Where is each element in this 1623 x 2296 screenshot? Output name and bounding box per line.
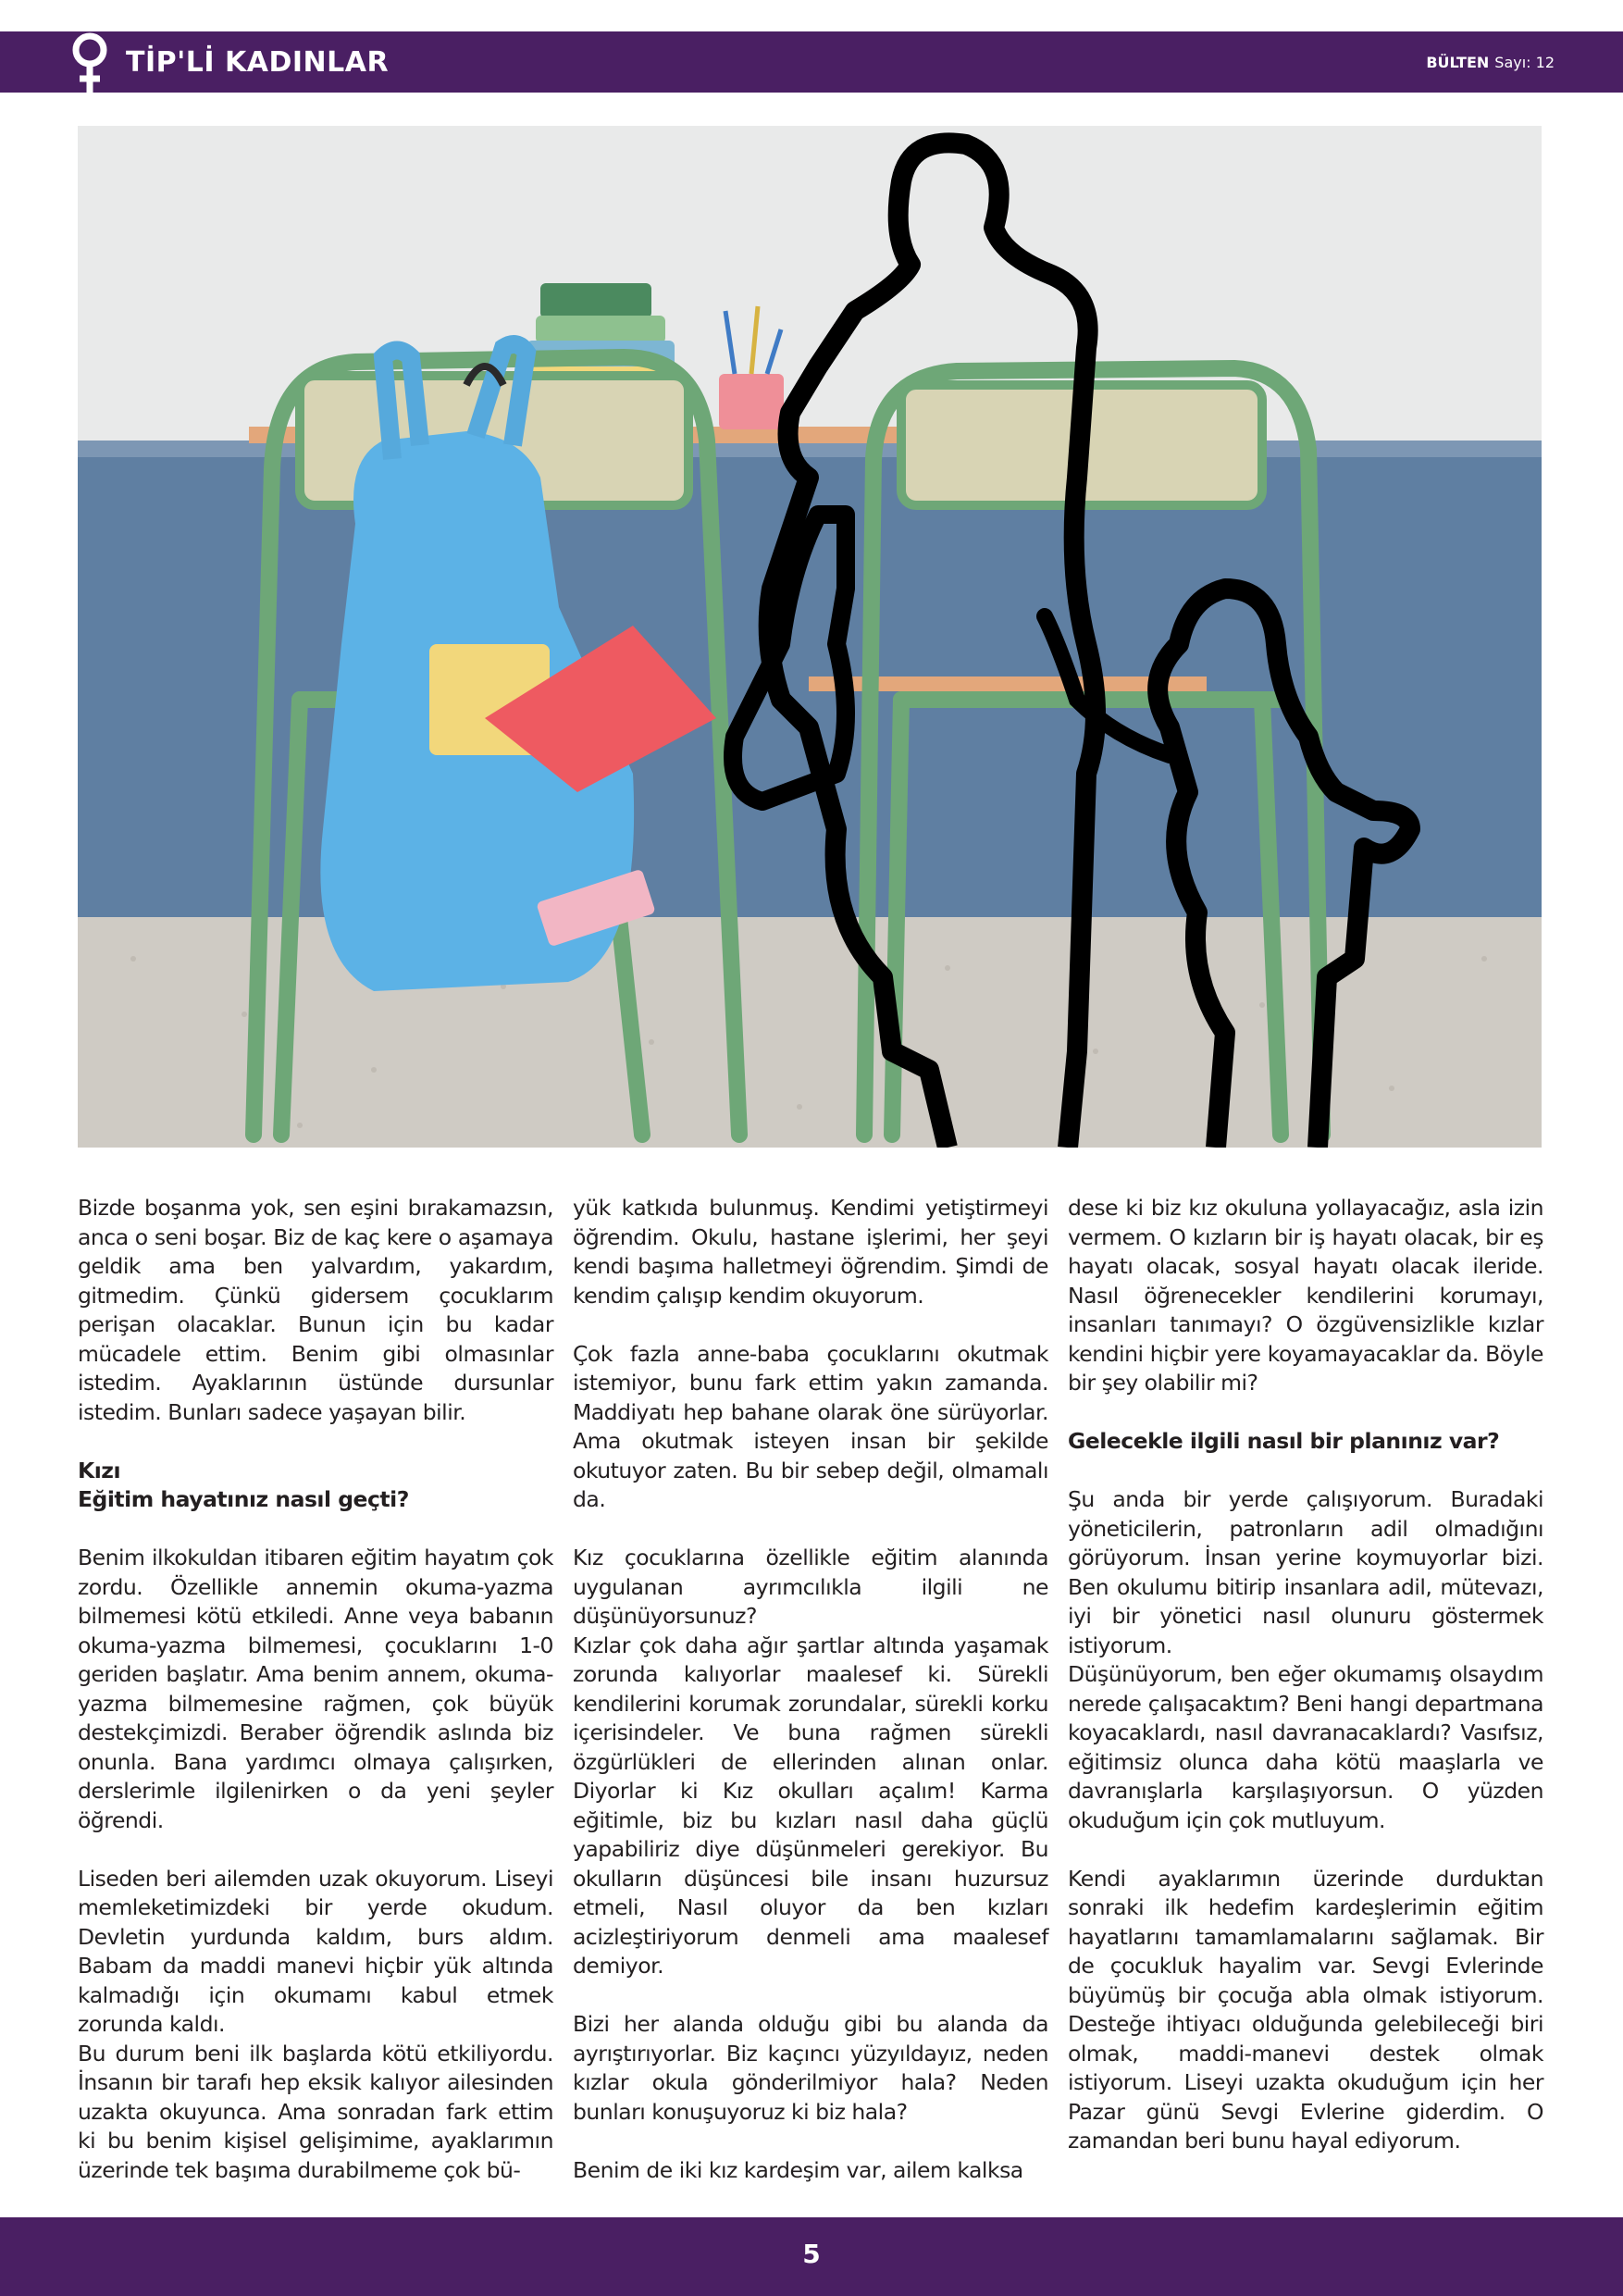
footer-bar — [0, 2217, 1623, 2296]
issue-number: Sayı: 12 — [1494, 54, 1555, 71]
paragraph: dese ki biz kız okuluna yollayacağız, asla izin vermem. O kızların bir iş hayatı olacak, bir eş hayatı olacak, sosyal hayatı olacak ileride. Nasıl öğrenecekler kendilerini korumayı, insanları tanımayı? O özgüvensizlikle kızlar kendini hiçbir yere koyamayacaklar da. Böyle bir şey olabilir mi? — [1068, 1195, 1543, 1396]
paragraph: Kızlar çok daha ağır şartlar altında yaşamak zorunda kalıyorlar maalesef ki. Sürekli kendilerini korumak zorundalar, sürekli korku içerisindeler. Ve buna rağmen sürekli özgürlükleri de ellerinden alınan onlar. Diyorlar ki Kız okulları açalım! Karma eğitimle, biz bu kızları nasıl daha güçlü yapabiliriz diye düşünmeleri gerekiyor. Bu okulların düşüncesi bile insanı huzursuz etmeli, Nasıl oluyor da ben kızları acizleştiriyorum denmeli ama maalesef demiyor. — [573, 1632, 1048, 1979]
paragraph: Bu durum beni ilk başlarda kötü etkiliyordu. İnsanın bir tarafı hep eksik kalıyor ailesinden uzakta okuyunca. Ama sonradan fark ettim ki bu benim kişisel gelişimime, ayaklarımın üzerinde tek başıma durabilmeme çok bü- — [78, 2040, 553, 2183]
article-column-1 — [78, 1194, 553, 2185]
page-number: 5 — [802, 2239, 821, 2269]
interview-question: Kız çocuklarına özellikle eğitim alanında uygulanan ayrımcılıkla ilgili ne düşünüyorsunuz? — [573, 1545, 1048, 1629]
paragraph: Şu anda bir yerde çalışıyorum. Buradaki yöneticilerin, patronların adil olmadığını görüyorum. İnsan yerine koymuyorlar bizi. Ben okulumu bitirip insanlara adil, mütevazı, iyi bir yönetici nasıl olunuru göstermek istiyorum. — [1068, 1486, 1543, 1658]
paragraph: Benim ilkokuldan itibaren eğitim hayatım çok zordu. Özellikle annemin okuma-yazma bilmemesi kötü etkiledi. Anne veya babanın okuma-yazma bilmemesi, çocuklarını 1-0 geriden başlatır. Ama benim annem, okuma-yazma bilmemesine rağmen, çok büyük destekçimizdi. Beraber öğrendik aslında biz onunla. Bana yardımcı olmaya çalışırken, derslerimle ilgilenirken o da yeni şeyler öğrendi. — [78, 1545, 553, 1833]
paragraph: Bizi her alanda olduğu gibi bu alanda da ayrıştırıyorlar. Biz kaçıncı yüzyıldayız, neden kızlar okula gönderilmiyor hala? Neden bunları konuşuyoruz ki biz hala? — [573, 2011, 1048, 2125]
paragraph: Düşünüyorum, ben eğer okumamış olsaydım nerede çalışacaktım? Beni hangi departmana koyacaklardı, nasıl davranacaklardı? Vasıfsız, eğitimsiz olunca daha kötü maaşlarla ve davranışlarla karşılaşıyorsun. O yüzden okuduğum için çok mutluyum. — [1068, 1661, 1543, 1833]
article-column-3 — [1068, 1194, 1543, 2156]
paragraph: Benim de iki kız kardeşim var, ailem kalksa — [573, 2156, 1023, 2183]
paragraph: Bizde boşanma yok, sen eşini bırakamazsın, anca o seni boşar. Biz de kaç kere o aşamaya geldik ama ben yalvardım, yakardım, gitmedim. Çünkü gidersem çocuklarım perişan olacaklar. Bunun için bu kadar mücadele ettim. Benim gibi olmasınlar istedim. Ayaklarının üstünde dursunlar istedim. Bunları sadece yaşayan bilir. — [78, 1195, 553, 1425]
paragraph: Liseden beri ailemden uzak okuyorum. Liseyi memleketimizdeki bir yerde okudum. Devletin yurdunda kaldım, burs aldım. Babam da maddi manevi hiçbir yük altında kalmadığı için okumamı kabul etmek zorunda kaldı. — [78, 1865, 553, 2037]
article-column-2 — [573, 1194, 1048, 2185]
header-bar — [0, 31, 1623, 93]
classroom-photo — [78, 126, 1542, 1148]
paragraph: yük katkıda bulunmuş. Kendimi yetiştirmeyi öğrendim. Okulu, hastane işlerimi, her şeyi kendi başıma halletmeyi öğrendim. Şimdi de kendim çalışıp kendim okuyorum. — [573, 1195, 1048, 1309]
issue-info — [1426, 52, 1555, 74]
speaker-label: Kızı — [78, 1457, 120, 1483]
venus-symbol-icon — [67, 30, 113, 94]
interview-question: Gelecekle ilgili nasıl bir planınız var? — [1068, 1428, 1500, 1454]
publication-title: TİP'Lİ KADINLAR — [126, 46, 390, 79]
paragraph: Çok fazla anne-baba çocuklarını okutmak istemiyor, bunu fark ettim yakın zamanda. Maddiyatı hep bahane olarak öne sürüyorlar. Ama okutmak isteyen insan bir şekilde okutuyor zaten. Bu bir sebep değil, olmamalı da. — [573, 1340, 1048, 1512]
bulletin-label: BÜLTEN — [1426, 54, 1490, 71]
interview-question: Eğitim hayatınız nasıl geçti? — [78, 1486, 409, 1512]
paragraph: Kendi ayaklarımın üzerinde durduktan sonraki ilk hedefim kardeşlerimin eğitim hayatlarını tamamlamalarını sağlamak. Bir de çocukluk hayalim var. Sevgi Evlerinde büyümüş bir çocuğa abla olmak istiyorum. Desteğe ihtiyacı olduğunda gelebileceği biri olmak, maddi-manevi destek olmak istiyorum. Liseyi uzakta okuduğum için her Pazar günü Sevgi Evlerine giderdim. O zamandan beri bunu hayal ediyorum. — [1068, 1865, 1543, 2153]
